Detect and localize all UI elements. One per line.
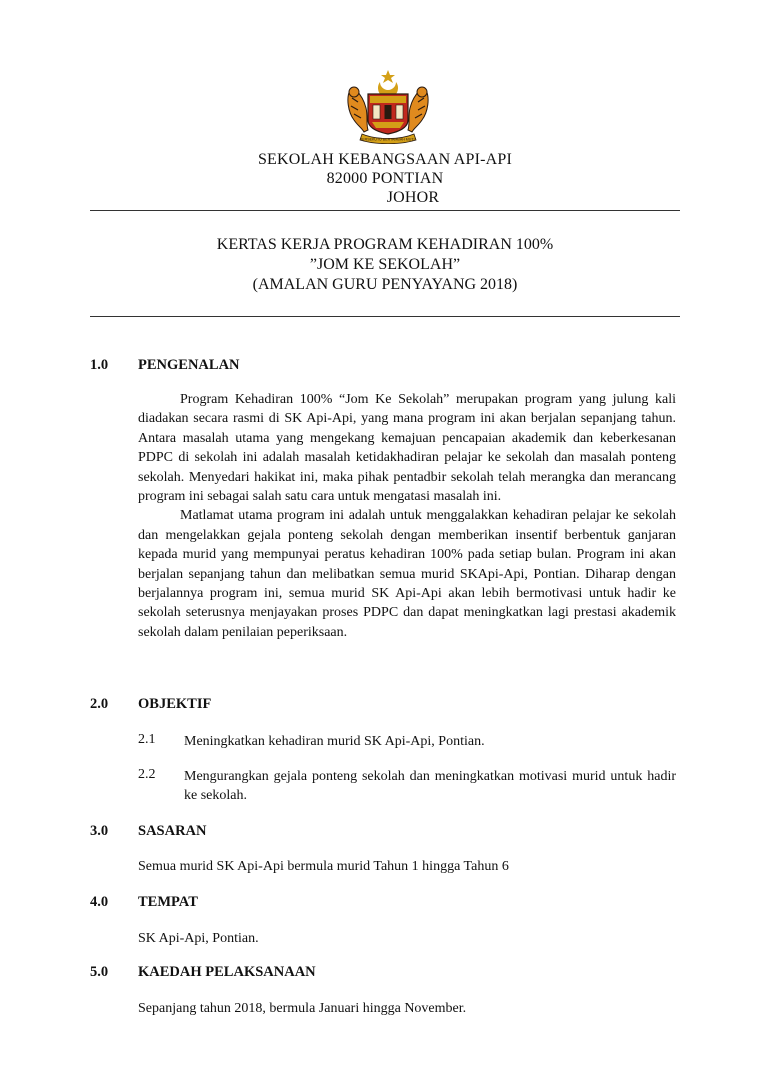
- title-line-2: ”JOM KE SEKOLAH”: [309, 256, 461, 273]
- section-4-number: 4.0: [90, 894, 109, 910]
- section-5-text: Sepanjang tahun 2018, bermula Januari hingga November.: [138, 1001, 467, 1016]
- school-postcode-city: 82000 PONTIAN: [326, 170, 444, 187]
- school-header: [90, 150, 680, 207]
- section-2-heading: OBJEKTIF: [138, 696, 212, 712]
- objective-2-text: Mengurangkan gejala ponteng sekolah dan meningkatkan motivasi murid untuk hadir ke sekolah.: [184, 769, 676, 803]
- objective-1-number: 2.1: [138, 732, 156, 747]
- section-1-body: [138, 390, 676, 642]
- crest-motto: BERSEKUTU BERTAMBAH MUTU: [359, 137, 417, 142]
- section-5-heading: KAEDAH PELAKSANAAN: [138, 964, 316, 980]
- header-divider: [90, 210, 680, 211]
- section-3-text: Semua murid SK Api-Api bermula murid Tahun 1 hingga Tahun 6: [138, 859, 509, 874]
- section-4-text: SK Api-Api, Pontian.: [138, 931, 259, 946]
- section-3-heading: SASARAN: [138, 823, 207, 839]
- section-1-paragraph-2: Matlamat utama program ini adalah untuk menggalakkan kehadiran pelajar ke sekolah dan mengelakkan gejala ponteng sekolah dengan memberikan insentif berbentuk ganjaran kepada murid yang mempunyai peratus kehadiran 100% pada setiap bulan. Program ini akan berjalan sepanjang tahun dan melibatkan semua murid SKApi-Api, Pontian. Diharap dengan berjalannya program ini, semua murid SK Api-Api akan lebih bermotivasi untuk hadir ke sekolah seterusnya menjayakan proses PDPC dan dapat meningkatkan lagi prestasi akademik sekolah dalam penilaian peperiksaan.: [138, 508, 676, 640]
- objective-2-number: 2.2: [138, 767, 156, 782]
- section-1-paragraph-1: Program Kehadiran 100% “Jom Ke Sekolah” merupakan program yang julung kali diadakan secara rasmi di SK Api-Api, yang mana program ini akan berjalan sepanjang tahun. Antara masalah utama yang mengekang kemajuan pencapaian akademik dan keberkesanan PDPC di sekolah ini adalah masalah ketidakhadiran pelajar ke sekolah dan masalah ponteng sekolah. Menyedari hakikat ini, maka pihak pentadbir sekolah telah merangka dan merancang program ini sebagai salah satu cara untuk mengatasi masalah ini.: [138, 392, 676, 505]
- section-1-number: 1.0: [90, 357, 109, 373]
- objective-1-text: Meningkatkan kehadiran murid SK Api-Api, Pontian.: [184, 734, 485, 749]
- section-5-number: 5.0: [90, 964, 109, 980]
- title-line-1: KERTAS KERJA PROGRAM KEHADIRAN 100%: [216, 236, 554, 253]
- section-2-number: 2.0: [90, 696, 109, 712]
- title-line-3: (AMALAN GURU PENYAYANG 2018): [252, 276, 518, 293]
- title-divider: [90, 316, 680, 317]
- document-title: [90, 235, 680, 295]
- school-name: SEKOLAH KEBANGSAAN API-API: [257, 151, 513, 168]
- section-3-number: 3.0: [90, 823, 109, 839]
- coat-of-arms-icon: [342, 68, 434, 144]
- section-1-heading: PENGENALAN: [138, 357, 240, 373]
- school-state: JOHOR: [386, 189, 440, 206]
- section-4-heading: TEMPAT: [138, 894, 198, 910]
